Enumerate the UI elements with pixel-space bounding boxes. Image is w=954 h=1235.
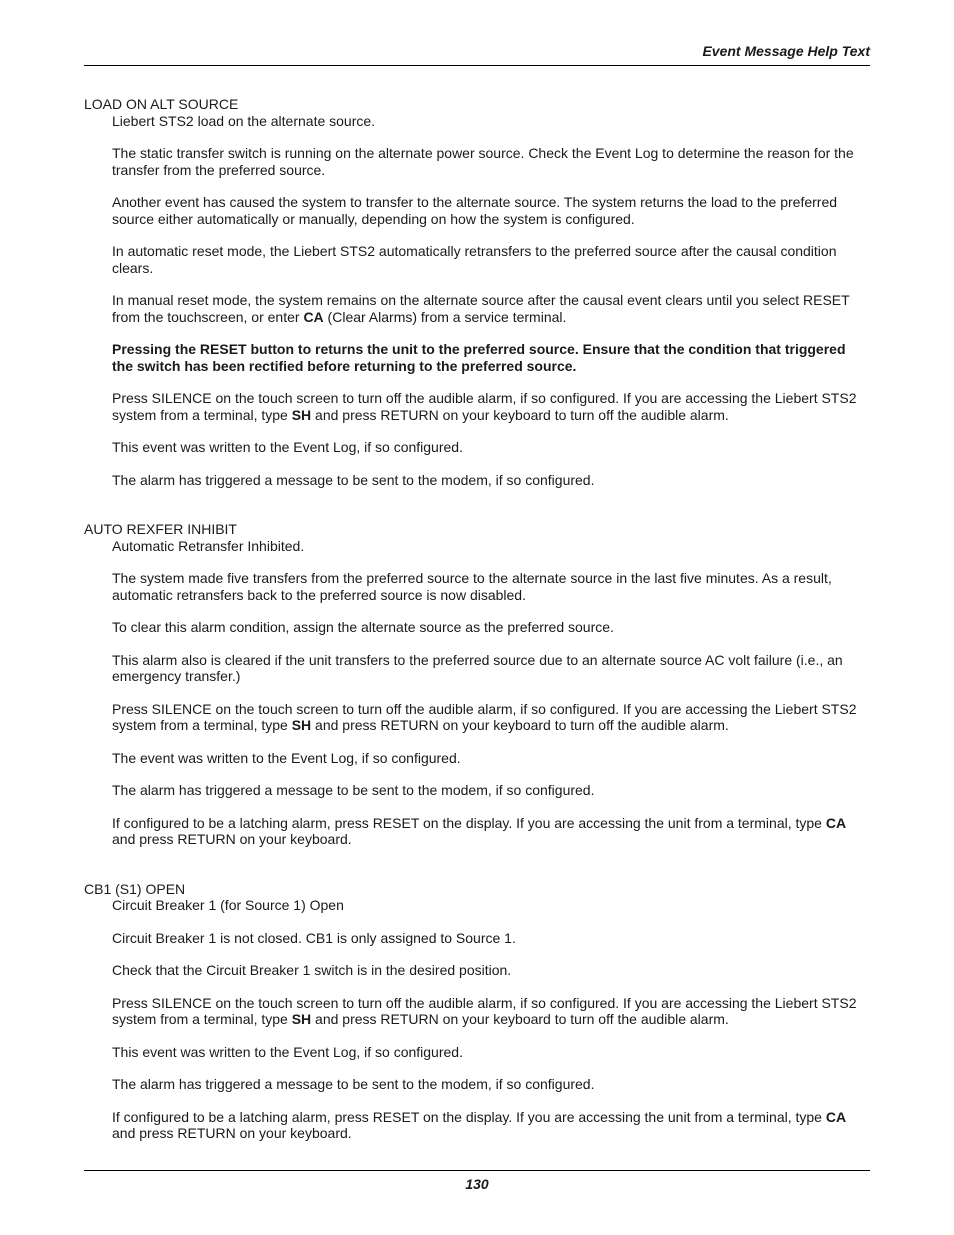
paragraph: The event was written to the Event Log, if so configured. [112,749,461,766]
paragraph: In automatic reset mode, the Liebert STS2 automatically retransfers to the preferred source after the causal condition clears. [112,243,837,276]
entry-title: LOAD ON ALT SOURCE [84,96,239,112]
document-body [84,96,870,1142]
paragraph [112,701,870,734]
entry-load-on-alt-source [84,96,870,488]
paragraph: The alarm has triggered a message to be sent to the modem, if so configured. [112,1076,595,1092]
text-run: In manual reset mode, the system remains on the alternate source after the causal event clears until you select RESET from the touchscreen, or enter [112,292,850,325]
entry-body [112,897,870,1142]
command-code: CA [825,1108,847,1125]
text-run: and press RETURN on your keyboard to turn off the audible alarm. [311,1011,729,1027]
entry-title: CB1 (S1) OPEN [84,880,186,897]
paragraph: Circuit Breaker 1 is not closed. CB1 is only assigned to Source 1. [112,929,516,946]
paragraph [112,1109,870,1142]
paragraph: This event was written to the Event Log, if so configured. [112,439,463,455]
paragraph: The alarm has triggered a message to be sent to the modem, if so configured. [112,782,595,798]
text-run: Press SILENCE on the touch screen to turn off the audible alarm, if so configured. If you are accessing the Liebert STS2 system from a terminal, type [112,700,857,733]
paragraph: This event was written to the Event Log, if so configured. [112,1043,463,1060]
entry-title: AUTO REXFER INHIBIT [84,521,237,537]
footer-divider [84,1170,870,1171]
paragraph: Another event has caused the system to transfer to the alternate source. The system returns the load to the preferred source either automatically or manually, depending on how the system is configured. [112,194,838,227]
entry-auto-rexfer-inhibit [84,521,870,848]
text-run: and press RETURN on your keyboard. [112,1125,352,1141]
paragraph: The alarm has triggered a message to be sent to the modem, if so configured. [112,471,595,488]
command-code: SH [291,1011,312,1027]
paragraph: This alarm also is cleared if the unit transfers to the preferred source due to an alternate source AC volt failure (i.e., an emergency transfer.) [112,651,843,684]
page-number: 130 [465,1176,489,1192]
text-run: and press RETURN on your keyboard to turn off the audible alarm. [311,717,729,733]
paragraph: Check that the Circuit Breaker 1 switch is in the desired position. [112,962,512,978]
text-run: If configured to be a latching alarm, press RESET on the display. If you are accessing the unit from a terminal, type [112,1108,826,1125]
entry-body [112,113,870,489]
text-run: Press SILENCE on the touch screen to turn off the audible alarm, if so configured. If you are accessing the Liebert STS2 system from a terminal, type [112,994,857,1027]
warning-paragraph: Pressing the RESET button to returns the unit to the preferred source. Ensure that the condition that triggered the switch has been rectified before returning to the preferred source. [112,341,846,374]
paragraph: The system made five transfers from the preferred source to the alternate source in the last five minutes. As a result, automatic retransfers back to the preferred source is now disabled. [112,570,832,603]
paragraph: To clear this alarm condition, assign the alternate source as the preferred source. [112,619,614,635]
entry-body [112,538,870,848]
text-run: Press SILENCE on the touch screen to turn off the audible alarm, if so configured. If you are accessing the Liebert STS2 system from a terminal, type [112,390,857,423]
entry-subtitle: Automatic Retransfer Inhibited. [112,537,305,554]
paragraph [112,292,870,325]
paragraph [112,390,870,423]
text-run: If configured to be a latching alarm, press RESET on the display. If you are accessing the unit from a terminal, type [112,814,826,831]
entry-cb1-s1-open [84,881,870,1142]
header-divider [84,65,870,66]
command-code: CA [825,814,847,831]
text-run: and press RETURN on your keyboard. [112,831,352,847]
command-code: SH [291,406,312,423]
text-run: and press RETURN on your keyboard to turn off the audible alarm. [311,406,729,423]
entry-subtitle: Circuit Breaker 1 (for Source 1) Open [112,897,344,913]
paragraph [112,995,870,1028]
command-code: SH [291,717,312,733]
paragraph [112,815,870,848]
entry-subtitle: Liebert STS2 load on the alternate source. [112,112,376,129]
text-run: (Clear Alarms) from a service terminal. [323,308,567,325]
paragraph: The static transfer switch is running on the alternate power source. Check the Event Log to determine the reason for the transfer from the preferred source. [112,145,854,178]
command-code: CA [303,308,324,325]
running-header: Event Message Help Text [702,43,870,59]
